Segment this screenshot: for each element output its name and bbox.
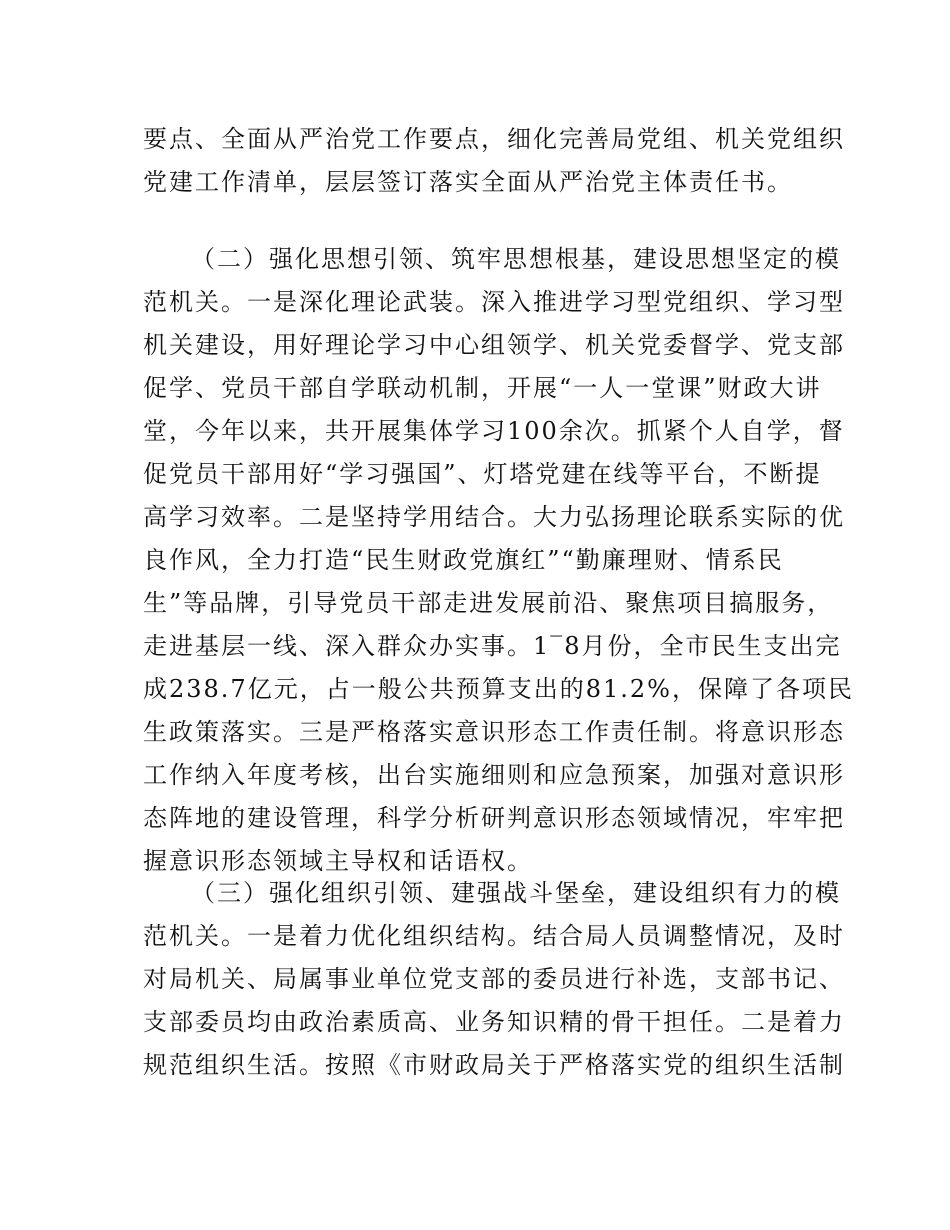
text-line: 促学、党员干部自学联动机制，开展“一人一堂课”财政大讲 <box>143 374 822 402</box>
text-line: 成238.7亿元，占一般公共预算支出的81.2%，保障了各项民 <box>143 675 854 703</box>
text-line: 态阵地的建设管理，科学分析研判意识形态领域情况，牢牢把 <box>143 804 845 832</box>
paragraph-ideological-guidance <box>143 238 854 883</box>
section-heading-line: （二）强化思想引领、筑牢思想根基，建设思想坚定的模 <box>191 245 841 273</box>
paragraph-party-work-checklist <box>143 118 845 204</box>
text-line: 走进基层一线、深入群众办实事。1‾8月份，全市民生支出完 <box>143 632 842 660</box>
text-line: 高学习效率。二是坚持学用结合。大力弘扬理论联系实际的优 <box>143 503 845 531</box>
text-line: 机关建设，用好理论学习中心组领学、机关党委督学、党支部 <box>143 331 845 359</box>
text-line: 要点、全面从严治党工作要点，细化完善局党组、机关党组织 <box>143 125 845 153</box>
text-line: 堂，今年以来，共开展集体学习100余次。抓紧个人自学，督 <box>143 417 845 445</box>
text-line: 范机关。一是深化理论武装。深入推进学习型党组织、学习型 <box>143 288 845 316</box>
text-line: 规范组织生活。按照《市财政局关于严格落实党的组织生活制 <box>143 1051 845 1079</box>
text-line: 范机关。一是着力优化组织结构。结合局人员调整情况，及时 <box>143 922 845 950</box>
text-line: 党建工作清单，层层签订落实全面从严治党主体责任书。 <box>143 168 793 196</box>
text-line: 生”等品牌，引导党员干部走进发展前沿、聚焦项目搞服务， <box>143 589 834 617</box>
text-line: 工作纳入年度考核，出台实施细则和应急预案，加强对意识形 <box>143 761 845 789</box>
text-line: 生政策落实。三是严格落实意识形态工作责任制。将意识形态 <box>143 718 845 746</box>
text-line: 良作风，全力打造“民生财政党旗红”“勤廉理财、情系民 <box>143 546 784 574</box>
section-heading-line: （三）强化组织引领、建强战斗堡垒，建设组织有力的模 <box>191 879 841 907</box>
paragraph-organizational-guidance <box>143 872 845 1087</box>
text-line: 握意识形态领域主导权和话语权。 <box>143 847 533 875</box>
text-line: 对局机关、局属事业单位党支部的委员进行补选，支部书记、 <box>143 965 845 993</box>
text-line: 促党员干部用好“学习强国”、灯塔党建在线等平台，不断提 <box>143 460 822 488</box>
text-line: 支部委员均由政治素质高、业务知识精的骨干担任。二是着力 <box>143 1008 845 1036</box>
